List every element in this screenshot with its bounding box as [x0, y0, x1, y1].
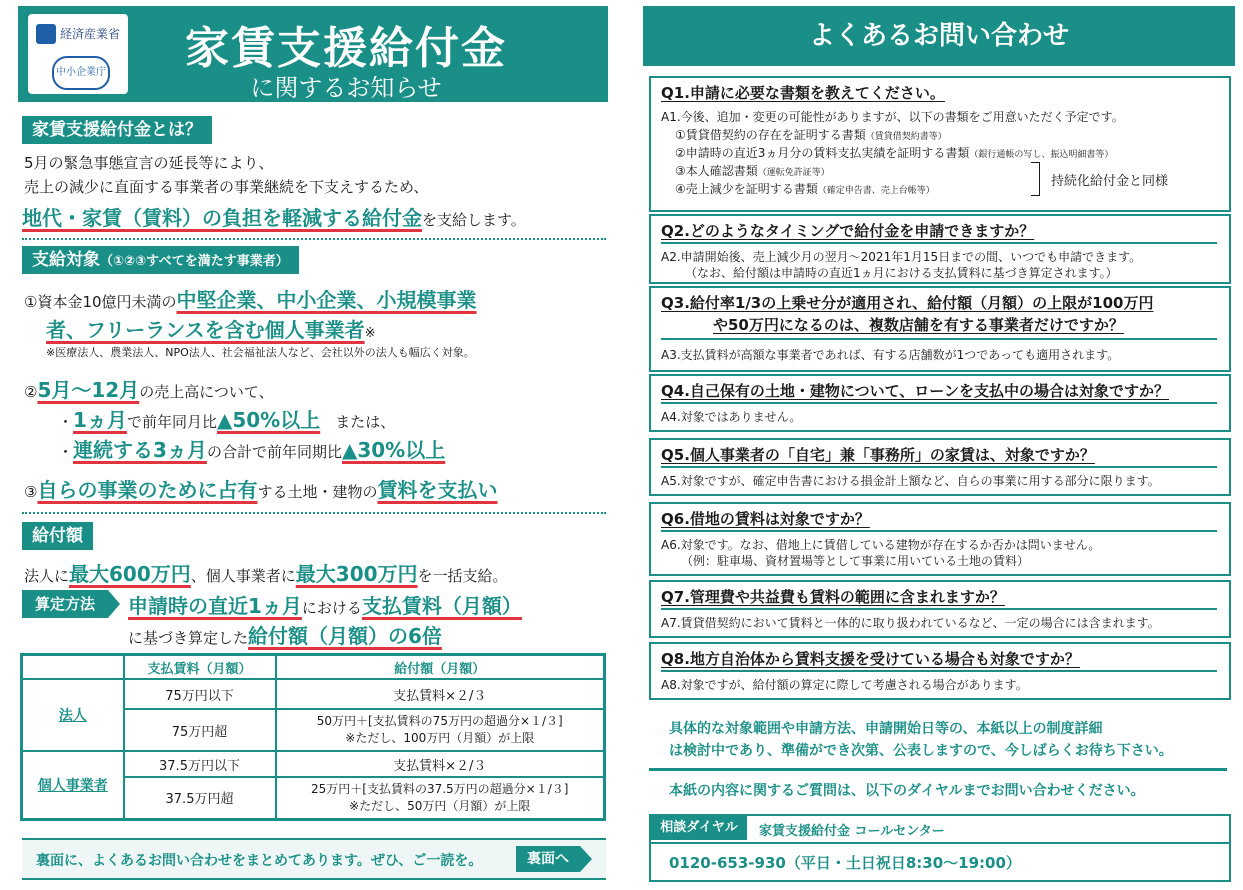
calc-arrow-icon: [108, 590, 120, 618]
amount-line: [24, 558, 508, 587]
faq-item-q8: [649, 642, 1231, 700]
condition-2-prefix: ②: [24, 383, 38, 401]
faq-question: Q3.給付率1/3の上乗せ分が適用され、給付額（月額）の上限が100万円: [661, 294, 1154, 312]
condition-3-emphasis-1: 自らの事業のために占有: [37, 478, 258, 502]
faq-question: Q5.個人事業者の「自宅」兼「事務所」の家賃は、対象ですか？: [661, 446, 1095, 464]
table-cell: 支払賃料×２/３: [276, 751, 605, 777]
condition-2b-emphasis-1: 連続する3ヵ月: [73, 438, 207, 462]
table-cell: [276, 777, 605, 819]
table-header-amount: 給付額（月額）: [276, 655, 605, 680]
faq-title: よくあるお問い合わせ: [643, 6, 1235, 66]
about-line-1: 5月の緊急事態宣言の延長等により、: [24, 154, 274, 172]
section-heading-amount: 給付額: [22, 522, 93, 550]
meti-logo-icon: [36, 24, 56, 44]
condition-2a-emphasis-2: ▲50%以上: [216, 408, 321, 432]
table-cell: 75万円以下: [124, 679, 276, 709]
calc-emphasis-2: 支払賃料（月額）: [361, 594, 522, 618]
divider: [649, 768, 1227, 771]
amount-tail: を一括支給。: [417, 567, 508, 585]
about-line-3: [22, 202, 526, 231]
divider: [661, 466, 1217, 468]
table-header-rent: 支払賃料（月額）: [124, 655, 276, 680]
arrow-right-icon[interactable]: [580, 846, 592, 872]
info-line-1: 具体的な対象範囲や申請方法、申請開始日等の、本紙以上の制度詳細: [669, 721, 1103, 737]
faq-answer: A1.今後、追加・変更の可能性がありますが、以下の書類をご用意いただく予定です。: [661, 110, 1124, 124]
divider: [661, 242, 1217, 244]
corp-label: 法人: [22, 679, 124, 751]
amount-mid: 、個人事業者に: [190, 567, 296, 585]
doc-item-2-note: （銀行通帳の写し、振込明細書等）: [969, 150, 1114, 160]
individual-label: 個人事業者: [22, 751, 124, 819]
doc-item-3: [675, 162, 830, 179]
flyer-back: [643, 6, 1235, 886]
doc-item-4-text: ④売上減少を証明する書類: [675, 182, 818, 196]
condition-1-line-2: [46, 314, 376, 343]
faq-item-q2: [649, 214, 1231, 284]
about-tail: を支給します。: [422, 211, 526, 229]
table-cell: [276, 709, 605, 751]
table-header-row: [22, 655, 605, 680]
faq-answer: A2.申請開始後、売上減少月の翌月～2021年1月15日までの間、いつでも申請できます。: [661, 250, 1142, 264]
benefit-table: [20, 653, 606, 821]
divider: [22, 512, 606, 514]
logo-area: [28, 14, 128, 94]
table-header-blank: [22, 655, 124, 680]
table-cell: 37.5万円超: [124, 777, 276, 819]
same-as-note: 持続化給付金と同様: [1051, 174, 1169, 189]
condition-2a-tail: または、: [320, 413, 396, 431]
doc-item-4: [675, 180, 935, 197]
condition-3-prefix: ③: [24, 483, 38, 501]
phone-number[interactable]: 0120-653-930（平日・土日祝日8:30～19:00）: [669, 854, 1021, 872]
condition-1-emphasis-2: 者、フリーランスを含む個人事業者: [46, 318, 365, 342]
condition-2-tail: の売上高について、: [139, 383, 274, 401]
faq-question: Q6.借地の賃料は対象ですか？: [661, 510, 870, 528]
calc-mid: における: [301, 599, 362, 617]
condition-2a-line: [58, 404, 395, 433]
condition-2a-mid: で前年同月比: [126, 413, 217, 431]
faq-answer: A8.対象ですが、給付額の算定に際して考慮される場合があります。: [661, 678, 1028, 692]
condition-2-emphasis: 5月～12月: [37, 378, 140, 402]
faq-question: Q8.地方自治体から賃料支援を受けている場合も対象ですか？: [661, 650, 1080, 668]
condition-2b-bullet: ・: [58, 443, 74, 461]
table-cell: 75万円超: [124, 709, 276, 751]
amount-individual-max: 最大300万円: [295, 562, 418, 586]
faq-item-q1: [649, 76, 1231, 212]
flyer-header: [18, 6, 608, 102]
table-cell: 37.5万円以下: [124, 751, 276, 777]
brace-icon: [1031, 162, 1040, 196]
divider: [661, 530, 1217, 532]
contact-intro: 本紙の内容に関するご質問は、以下のダイヤルまでお問い合わせください。: [669, 783, 1145, 799]
condition-2a-bullet: ・: [58, 413, 74, 431]
condition-3-mid: する土地・建物の: [257, 483, 378, 501]
faq-answer-note: （なお、給付額は申請時の直近1ヵ月における支払賃料に基づき算定されます。）: [685, 266, 1118, 280]
divider: [661, 338, 1217, 340]
page-title: 家賃支援給付金: [185, 23, 507, 74]
divider: [22, 238, 606, 240]
condition-2b-line: [58, 434, 445, 463]
cap-note: ※ただし、100万円（月額）が上限: [345, 731, 535, 745]
faq-answer-example: （例：駐車場、資材置場等として事業に用いている土地の賃料）: [681, 554, 1030, 568]
amount-prefix: 法人に: [24, 567, 70, 585]
flyer-front: [18, 6, 608, 886]
page-subtitle: に関するお知らせ: [250, 74, 442, 102]
faq-question: Q1.申請に必要な書類を教えてください。: [661, 84, 945, 102]
condition-1-mark: ※: [364, 326, 376, 341]
faq-answer: A5.対象ですが、確定申告書における損金計上額など、自らの事業に用する部分に限ります。: [661, 474, 1160, 488]
divider: [661, 608, 1217, 610]
faq-answer: A4.対象ではありません。: [661, 410, 802, 424]
faq-question: Q4.自己保有の土地・建物について、ローンを支払中の場合は対象ですか？: [661, 382, 1169, 400]
doc-item-2: [675, 144, 1113, 161]
divider: [661, 402, 1217, 404]
about-line-2: 売上の減少に直面する事業者の事業継続を下支えするため、: [24, 178, 429, 196]
calc-emphasis-3: 給付額（月額）の6倍: [248, 624, 442, 648]
condition-2a-emphasis-1: 1ヵ月: [73, 408, 127, 432]
faq-answer: A6.対象です。なお、借地上に賃借している建物が存在するか否かは問いません。: [661, 538, 1101, 552]
doc-item-1-text: ①賃貸借契約の存在を証明する書類: [675, 128, 866, 142]
faq-item-q5: [649, 438, 1231, 496]
calc-prefix: に基づき算定した: [128, 629, 249, 647]
about-emphasis: 地代・家賃（賃料）の負担を軽減する給付金: [22, 206, 422, 230]
cap-note: ※ただし、50万円（月額）が上限: [349, 798, 531, 813]
section-heading-eligibility: [22, 246, 299, 274]
doc-item-1: [675, 126, 947, 143]
doc-item-4-note: （確定申告書、売上台帳等）: [817, 186, 935, 196]
condition-1-emphasis-1: 中堅企業、中小企業、小規模事業: [176, 288, 477, 312]
condition-3-emphasis-2: 賃料を支払い: [377, 478, 498, 502]
faq-question: Q7.管理費や共益費も賃料の範囲に含まれますか？: [661, 588, 1005, 606]
condition-3-line: [24, 474, 497, 503]
faq-item-q3: [649, 286, 1231, 372]
formula-line: 25万円＋[支払賃料の37.5万円の超過分×１/３]: [311, 781, 569, 796]
divider: [651, 842, 1229, 844]
eligibility-condition: （①②③すべてを満たす事業者）: [100, 254, 289, 269]
sme-agency-logo: 中小企業庁: [52, 56, 110, 90]
condition-1-line-1: [24, 284, 477, 313]
doc-item-3-note: （運転免許証等）: [757, 168, 830, 178]
back-page-button[interactable]: 裏面へ: [516, 846, 580, 872]
doc-item-2-text: ②申請時の直近3ヵ月分の賃料支払実績を証明する書類: [675, 146, 970, 160]
dial-badge: 相談ダイヤル: [651, 816, 747, 840]
amount-corp-max: 最大600万円: [69, 562, 191, 586]
footer-text: 裏面に、よくあるお問い合わせをまとめてあります。ぜひ、ご一読を。: [36, 853, 483, 869]
doc-item-1-note: （賃貸借契約書等）: [865, 132, 947, 142]
divider: [661, 670, 1217, 672]
section-heading-about: 家賃支援給付金とは？: [22, 116, 212, 144]
calc-emphasis-1: 申請時の直近1ヵ月: [128, 594, 302, 618]
footer-bar: [22, 838, 606, 880]
call-center-name: 家賃支援給付金 コールセンター: [759, 824, 945, 839]
faq-answer: A3.支払賃料が高額な事業者であれば、有する店舗数が1つであっても適用されます。: [661, 348, 1120, 362]
faq-question-cont: や50万円になるのは、複数店舗を有する事業者だけですか？: [713, 316, 1124, 334]
condition-2b-mid: の合計で前年同期比: [206, 443, 342, 461]
doc-item-3-text: ③本人確認書類: [675, 164, 758, 178]
table-row: [22, 751, 605, 777]
info-line-2: は検討中であり、準備ができ次第、公表しますので、今しばらくお待ち下さい。: [669, 743, 1173, 759]
calc-line-1: [128, 590, 522, 619]
condition-2-line: [24, 374, 274, 403]
faq-item-q7: [649, 580, 1231, 638]
table-row: [22, 679, 605, 709]
faq-item-q6: [649, 502, 1231, 576]
contact-box: [649, 814, 1231, 882]
ministry-name: 経済産業省: [60, 27, 121, 41]
condition-2b-emphasis-2: ▲30%以上: [341, 438, 446, 462]
eligibility-heading-text: 支給対象: [32, 250, 100, 270]
table-cell: 支払賃料×２/３: [276, 679, 605, 709]
condition-1-prefix: ①資本金10億円未満の: [24, 293, 177, 311]
faq-item-q4: [649, 374, 1231, 432]
calc-method-badge: 算定方法: [22, 590, 108, 618]
faq-question: Q2.どのようなタイミングで給付金を申請できますか？: [661, 222, 1035, 240]
faq-answer: A7.賃貸借契約において賃料と一体的に取り扱われているなど、一定の場合には含まれます。: [661, 616, 1160, 630]
condition-1-note: ※医療法人、農業法人、NPO法人、社会福祉法人など、会社以外の法人も幅広く対象。: [46, 346, 475, 359]
calc-line-2: [128, 620, 442, 649]
formula-line: 50万円＋[支払賃料の75万円の超過分×１/３]: [316, 714, 563, 728]
